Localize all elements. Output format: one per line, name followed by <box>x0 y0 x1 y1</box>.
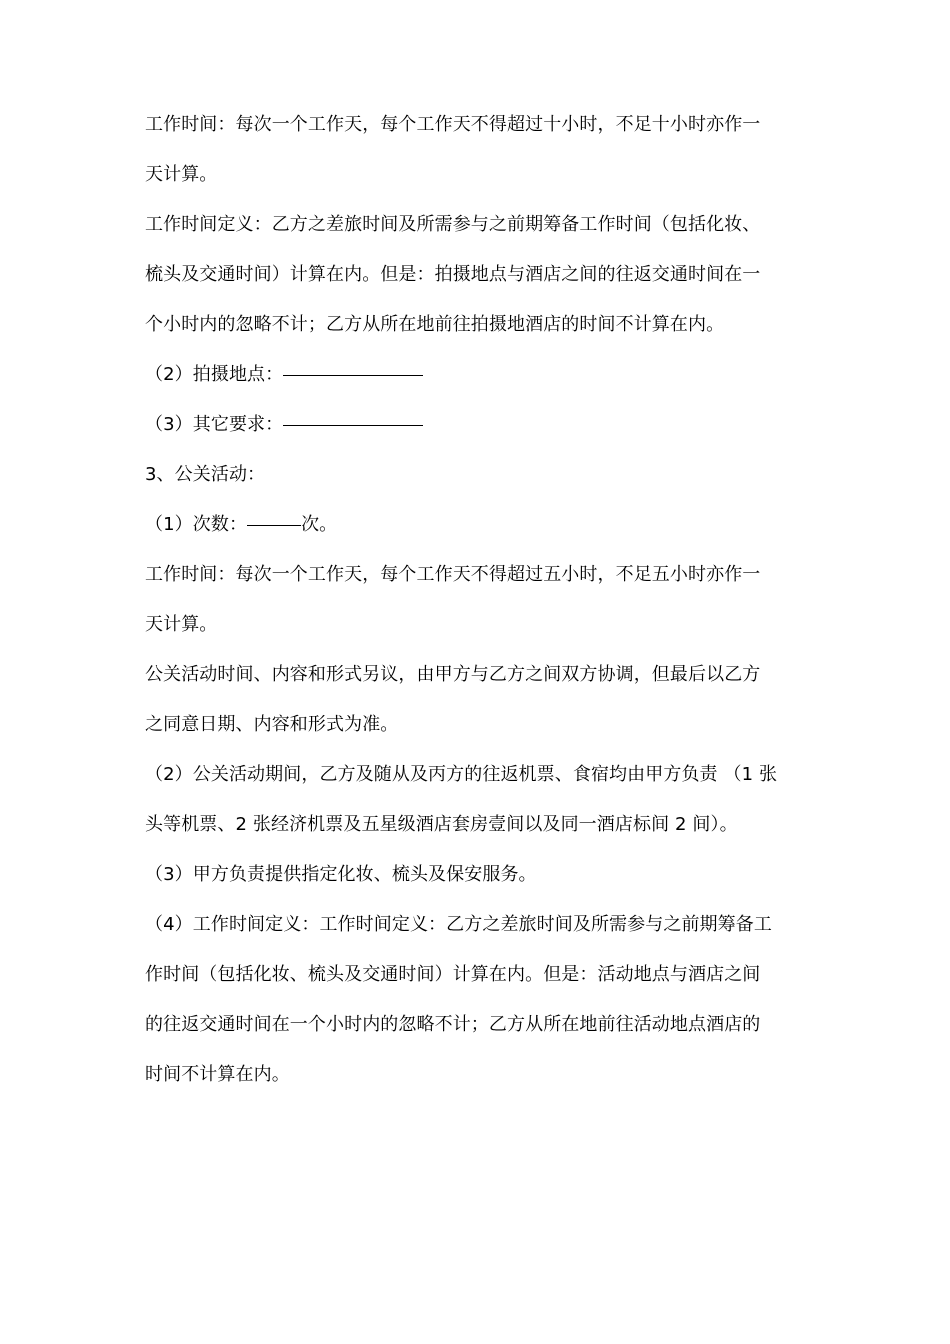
paragraph-line: （3）甲方负责提供指定化妆、梳头及保安服务。 <box>145 864 537 885</box>
paragraph-line: 天计算。 <box>145 614 218 635</box>
paragraph-line: 工作时间：每次一个工作天，每个工作天不得超过十小时，不足十小时亦作一 <box>145 114 761 135</box>
shooting-location-blank[interactable] <box>283 353 423 376</box>
paragraph-line: 作时间（包括化妆、梳头及交通时间）计算在内。但是：活动地点与酒店之间 <box>145 964 761 985</box>
activity-count-blank[interactable] <box>247 503 301 526</box>
activity-count-label: （1）次数： <box>145 514 248 535</box>
paragraph-line: （2）公关活动期间，乙方及随从及丙方的往返机票、食宿均由甲方负责 （1 张 <box>145 764 778 785</box>
activity-count-field <box>145 500 810 550</box>
other-requirements-label: （3）其它要求： <box>145 414 284 435</box>
paragraph-line: 工作时间：每次一个工作天，每个工作天不得超过五小时，不足五小时亦作一 <box>145 564 761 585</box>
paragraph-line: 公关活动时间、内容和形式另议，由甲方与乙方之间双方协调，但最后以乙方 <box>145 664 761 685</box>
shooting-location-label: （2）拍摄地点： <box>145 364 284 385</box>
paragraph-line: 梳头及交通时间）计算在内。但是：拍摄地点与酒店之间的往返交通时间在一 <box>145 264 761 285</box>
section-title-pr-activity: 3、公关活动： <box>145 464 266 485</box>
activity-count-suffix: 次。 <box>301 514 338 535</box>
paragraph-line: 个小时内的忽略不计；乙方从所在地前往拍摄地酒店的时间不计算在内。 <box>145 314 725 335</box>
paragraph-line: 天计算。 <box>145 164 218 185</box>
paragraph-line: 之同意日期、内容和形式为准。 <box>145 714 399 735</box>
paragraph-line: 时间不计算在内。 <box>145 1064 290 1085</box>
shooting-location-field <box>145 350 810 400</box>
other-requirements-blank[interactable] <box>283 403 423 426</box>
paragraph-line: （4）工作时间定义：工作时间定义：乙方之差旅时间及所需参与之前期筹备工 <box>145 914 772 935</box>
other-requirements-field <box>145 400 810 450</box>
paragraph-line: 头等机票、2 张经济机票及五星级酒店套房壹间以及同一酒店标间 2 间）。 <box>145 814 738 835</box>
paragraph-line: 工作时间定义：乙方之差旅时间及所需参与之前期筹备工作时间（包括化妆、 <box>145 214 761 235</box>
paragraph-line: 的往返交通时间在一个小时内的忽略不计；乙方从所在地前往活动地点酒店的 <box>145 1014 761 1035</box>
document-body <box>145 100 810 1100</box>
